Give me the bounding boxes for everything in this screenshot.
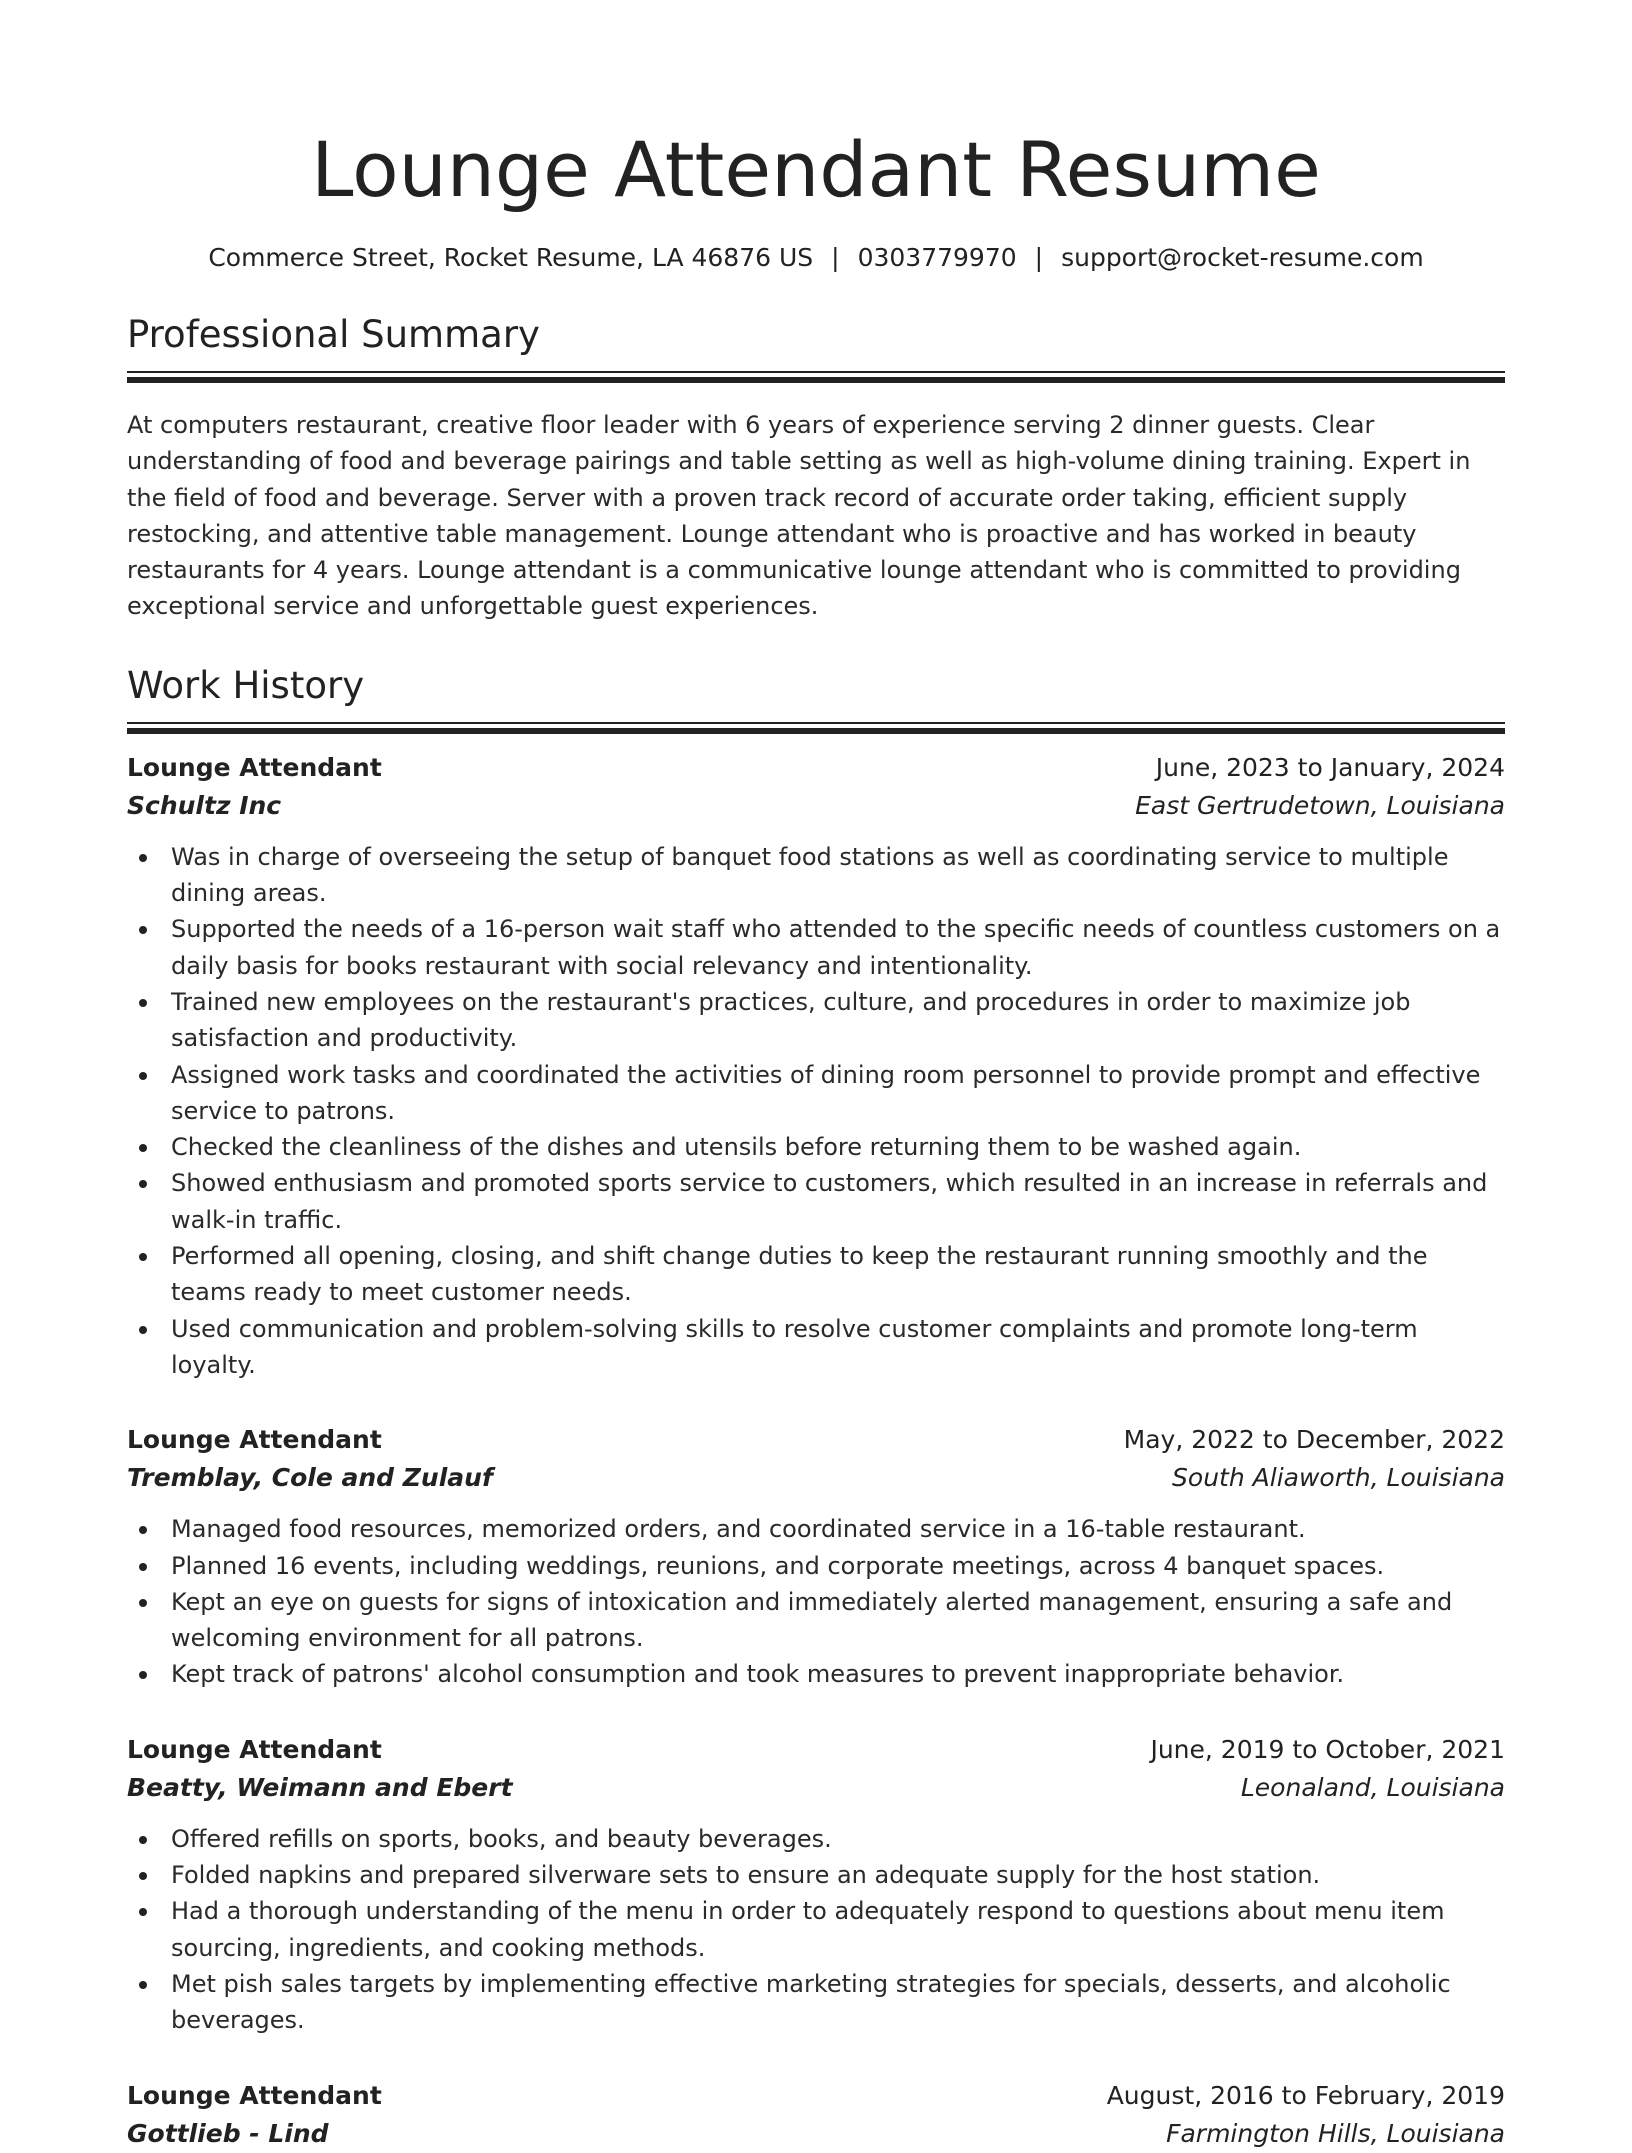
section-title-work-history: Work History [127,663,365,707]
contact-address: Commerce Street, Rocket Resume, LA 46876 US [208,243,814,272]
list-item: Trained new employees on the restaurant's practices, culture, and procedures in order to maximize job satisfaction and productivity. [127,984,1505,1057]
job-duties-list [127,1821,1505,2039]
job-company: Gottlieb - Lind [127,2118,329,2148]
job-entry [127,1421,1505,1692]
job-header-row [127,2077,1505,2115]
job-location: Leonaland, Louisiana [1240,1772,1505,1802]
job-entry [127,2077,1505,2153]
resume-title: Lounge Attendant Resume [311,125,1321,214]
job-company-row [127,787,1505,825]
list-item: Kept an eye on guests for signs of intoxication and immediately alerted management, ensuring a safe and welcoming environment for all patrons. [127,1584,1505,1657]
job-company-row [127,1459,1505,1497]
list-item: Had a thorough understanding of the menu in order to adequately respond to questions about menu item sourcing, ingredients, and cooking methods. [127,1893,1505,1966]
job-duties-list [127,1511,1505,1692]
job-company: Beatty, Weimann and Ebert [127,1772,513,1802]
contact-email: support@rocket-resume.com [1061,243,1424,272]
list-item: Folded napkins and prepared silverware sets to ensure an adequate supply for the host station. [127,1857,1505,1893]
list-item: Used communication and problem-solving skills to resolve customer complaints and promote long-term loyalty. [127,1311,1505,1384]
job-company: Schultz Inc [127,790,282,820]
job-header-row [127,1731,1505,1769]
contact-separator: | [831,243,840,272]
list-item: Checked the cleanliness of the dishes and utensils before returning them to be washed again. [127,1129,1505,1165]
job-entry [127,749,1505,1383]
job-title: Lounge Attendant [127,2080,382,2110]
section-divider [127,722,1505,724]
job-dates: August, 2016 to February, 2019 [1106,2080,1505,2110]
contact-phone: 0303779970 [857,243,1017,272]
contact-separator: | [1034,243,1044,272]
job-title: Lounge Attendant [127,1425,382,1455]
list-item: Assigned work tasks and coordinated the activities of dining room personnel to provide prompt and effective service to patrons. [127,1057,1505,1130]
job-header-row [127,1421,1505,1459]
job-dates: June, 2019 to October, 2021 [1150,1734,1505,1764]
list-item: Was in charge of overseeing the setup of banquet food stations as well as coordinating service to multiple dining areas. [127,839,1505,912]
job-company: Tremblay, Cole and Zulauf [127,1463,493,1493]
job-company-row [127,2115,1505,2153]
professional-summary-section [127,312,1505,625]
list-item: Managed food resources, memorized orders, and coordinated service in a 16-table restaurant. [127,1511,1505,1547]
section-divider [127,371,1505,373]
job-header-row [127,749,1505,787]
list-item: Met pish sales targets by implementing effective marketing strategies for specials, desserts, and alcoholic beverages. [127,1966,1505,2039]
job-title: Lounge Attendant [127,1734,382,1764]
summary-text: At computers restaurant, creative floor leader with 6 years of experience serving 2 dinner guests. Clear understanding of food and beverage pairings and table setting as well as high-volume dining training. Expert in the field of food and beverage. Server with a proven track record of accurate order taking, efficient supply restocking, and attentive table management. Lounge attendant who is proactive and has worked in beauty restaurants for 4 years. Lounge attendant is a communicative lounge attendant who is committed to providing exceptional service and unforgettable guest experiences. [127,411,1471,621]
job-entry [127,1731,1505,2039]
job-dates: May, 2022 to December, 2022 [1123,1425,1505,1455]
job-location: Farmington Hills, Louisiana [1166,2118,1505,2148]
list-item: Offered refills on sports, books, and beauty beverages. [127,1821,1505,1857]
job-duties-list [127,839,1505,1383]
job-list [127,749,1505,2153]
work-history-section [127,663,1505,2153]
list-item: Kept track of patrons' alcohol consumption and took measures to prevent inappropriate behavior. [127,1656,1505,1692]
section-title-summary: Professional Summary [127,313,540,356]
job-dates: June, 2023 to January, 2024 [1155,752,1505,782]
list-item: Planned 16 events, including weddings, reunions, and corporate meetings, across 4 banquet spaces. [127,1548,1505,1584]
job-location: East Gertrudetown, Louisiana [1135,790,1505,820]
job-location: South Aliaworth, Louisiana [1172,1463,1505,1493]
job-title: Lounge Attendant [127,752,382,782]
job-company-row [127,1769,1505,1807]
contact-line [127,242,1505,274]
list-item: Showed enthusiasm and promoted sports service to customers, which resulted in an increase in referrals and walk-in traffic. [127,1165,1505,1238]
list-item: Supported the needs of a 16-person wait staff who attended to the specific needs of countless customers on a daily basis for books restaurant with social relevancy and intentionality. [127,911,1505,984]
list-item: Performed all opening, closing, and shift change duties to keep the restaurant running smoothly and the teams ready to meet customer needs. [127,1238,1505,1311]
